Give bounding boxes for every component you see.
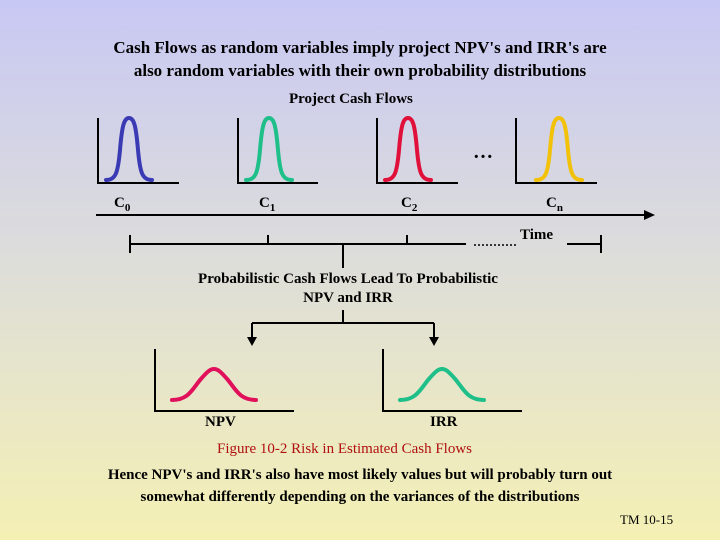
cash-flow-0-curve (106, 118, 152, 180)
cash-flow-n-label: $C_n$ (546, 195, 563, 214)
npv-curve (172, 369, 256, 400)
probabilistic-line-2: NPV and IRR (303, 290, 393, 306)
figure-caption: Figure 10-2 Risk in Estimated Cash Flows (217, 441, 472, 457)
time-axis-arrowhead (644, 210, 655, 220)
conclusion-line-2: somewhat differently depending on the variances of the distributions (140, 489, 580, 505)
project-cash-flows-label: Project Cash Flows (289, 91, 413, 107)
cash-flow-n-frame (516, 118, 597, 183)
irr-label: IRR (430, 414, 458, 430)
cash-flow-2-label: $C_2$ (401, 195, 418, 214)
cash-flow-2-curve (385, 118, 431, 180)
cash-flow-n-curve (536, 118, 582, 180)
irr-curve (400, 369, 484, 400)
cash-flow-1-curve (246, 118, 292, 180)
more-cash-flows-ellipsis: … (473, 141, 493, 163)
probabilistic-line-1: Probabilistic Cash Flows Lead To Probabilistic (198, 271, 498, 287)
cash-flow-0-label: $C_0$ (114, 195, 131, 214)
npv-label: NPV (205, 414, 236, 430)
cash-flow-1-label: $C_1$ (259, 195, 276, 214)
conclusion-line-1: Hence NPV's and IRR's also have most likely values but will probably turn out (107, 467, 613, 483)
title-line-2: also random variables with their own probability distributions (133, 61, 587, 80)
slide-number: TM 10-15 (620, 512, 674, 527)
time-label: Time (520, 227, 554, 243)
title-line-1: Cash Flows as random variables imply project NPV's and IRR's are (113, 38, 607, 57)
conclusion-text (0, 464, 720, 508)
probabilistic-statement (150, 270, 546, 308)
